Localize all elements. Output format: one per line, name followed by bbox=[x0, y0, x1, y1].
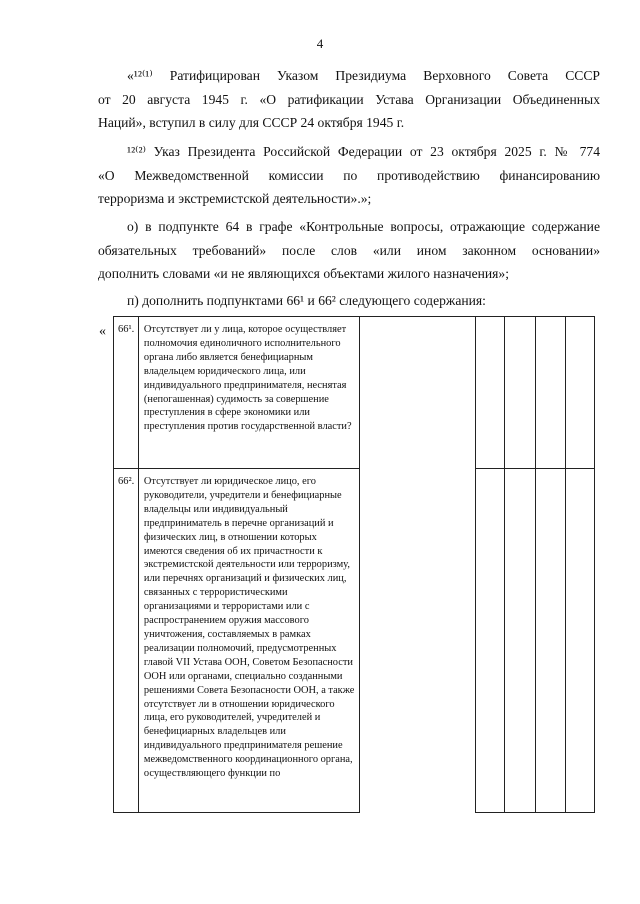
row-question: Отсутствует ли у лица, которое осуществляет полномочия единоличного исполнительного органа либо является бенефициарным владельцем юридического лица, или индивидуального предпринимателя, неснятая (непогашенная) судимость за совершение преступления в сфере экономики или преступления против государственной власти? bbox=[138, 317, 359, 469]
item-p-text: п) дополнить подпунктами 66¹ и 66² следующего содержания: bbox=[127, 293, 486, 308]
table-cell-empty bbox=[504, 317, 535, 469]
table-cell-empty bbox=[360, 317, 475, 813]
footnote-12-1 bbox=[98, 64, 600, 135]
table-cell-empty bbox=[535, 317, 565, 469]
footnote-12-1-line-3: Наций», вступил в силу для СССР 24 октября 1945 г. bbox=[98, 115, 405, 130]
item-o-line-1: о) в подпункте 64 в графе «Контрольные вопросы, отражающие содержание bbox=[127, 219, 600, 234]
item-o bbox=[98, 215, 600, 286]
row-number: 66². bbox=[114, 469, 139, 813]
table-row bbox=[114, 469, 595, 813]
footnote-12-2 bbox=[98, 140, 600, 211]
table-open-quote: « bbox=[99, 324, 106, 339]
table-cell-empty bbox=[475, 317, 504, 469]
footnote-12-1-line-1: «¹²⁽¹⁾ Ратифицирован Указом Президиума Верховного Совета СССР bbox=[127, 68, 600, 83]
item-o-line-2: обязательных требований» после слов «или ином законном основании» bbox=[98, 242, 600, 258]
table-cell-empty bbox=[504, 469, 535, 813]
row-question: Отсутствует ли юридическое лицо, его руководители, учредители и бенефициарные владельцы или индивидуальный предприниматель в перечне организаций и физических лиц, в отношении которых имеются сведения об их причастности к экстремистской деятельности или терроризму, или перечнях организаций и физических лиц, связанных с террористическими организациями и террористами или с распространением оружия массового уничтожения, составляемых в рамках реализации полномочий, предусмотренных главой VII Устава ООН, Советом Безопасности ООН или органами, специально созданными решениями Совета Безопасности ООН, а также отсутствует ли в отношении юридического лица, его руководителей, учредителей и бенефициарных владельцев или индивидуального предпринимателя решение межведомственного координационного органа, осуществляющего функции по bbox=[138, 469, 359, 813]
item-p bbox=[98, 289, 600, 313]
row-number: 66¹. bbox=[114, 317, 139, 469]
page-number: 4 bbox=[316, 36, 324, 51]
table-cell-empty bbox=[475, 469, 504, 813]
footnote-12-1-line-2: от 20 августа 1945 г. «О ратификации Устава Организации Объединенных bbox=[98, 91, 600, 107]
table-row bbox=[114, 317, 595, 469]
footnote-12-2-line-3: терроризма и экстремистской деятельности».»; bbox=[98, 191, 372, 206]
footnote-12-2-line-1: ¹²⁽²⁾ Указ Президента Российской Федерации от 23 октября 2025 г. № 774 bbox=[127, 144, 600, 159]
table-cell-empty bbox=[565, 469, 594, 813]
item-o-line-3: дополнить словами «и не являющихся объектами жилого назначения»; bbox=[98, 266, 509, 281]
footnote-12-2-line-2: «О Межведомственной комиссии по противодействию финансированию bbox=[98, 167, 600, 183]
table-cell-empty bbox=[565, 317, 594, 469]
requirements-table bbox=[113, 316, 595, 813]
table-cell-empty bbox=[535, 469, 565, 813]
